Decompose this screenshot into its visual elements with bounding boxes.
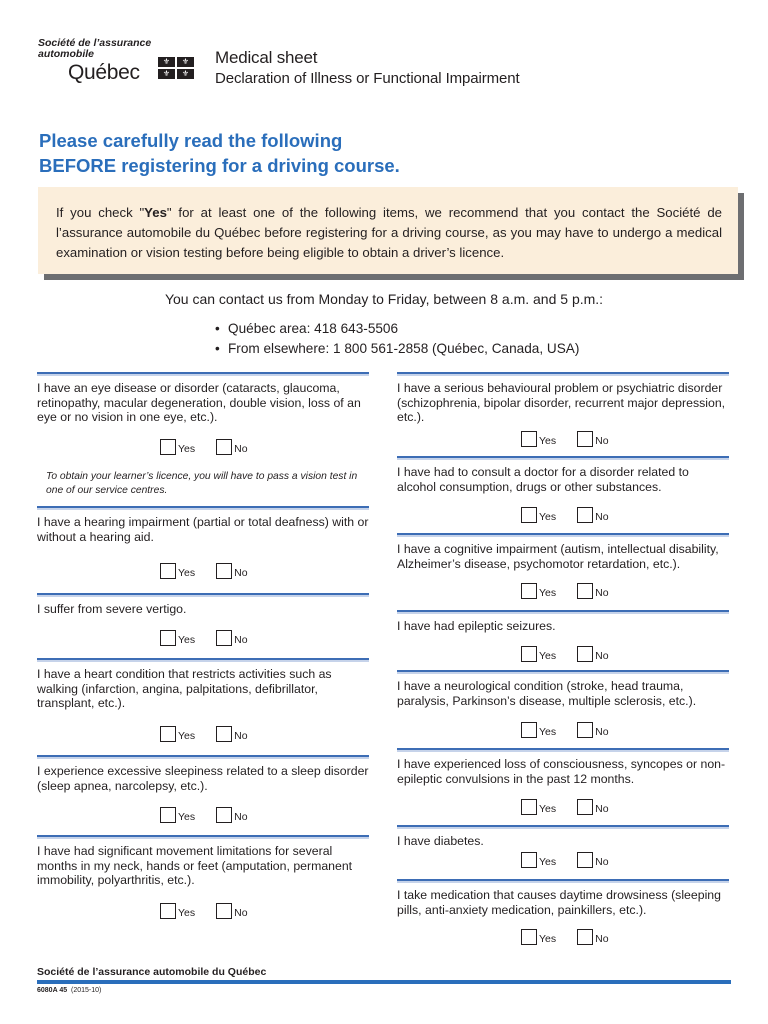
label-yes: Yes [539, 803, 557, 815]
checkbox-yes[interactable] [521, 929, 537, 945]
checkbox-no[interactable] [577, 799, 593, 815]
label-yes: Yes [539, 933, 557, 945]
question-divider [397, 879, 729, 883]
logo-quebec: Québec [68, 61, 140, 84]
question-divider [37, 593, 369, 597]
question-epileptic [397, 610, 729, 634]
checkbox-yes[interactable] [521, 431, 537, 447]
form-code [37, 987, 101, 994]
checkbox-no[interactable] [216, 726, 232, 742]
page-headline [39, 128, 400, 178]
question-divider [37, 372, 369, 376]
question-text: I have experienced loss of consciousness, syncopes or non-epileptic convulsions in the past 12 months. [397, 757, 726, 786]
label-no: No [234, 634, 248, 646]
label-yes: Yes [539, 511, 557, 523]
logo-org-line1: Société de l’assurance [38, 37, 152, 49]
question-neurological [397, 670, 729, 708]
form-number: 6080A 45 [37, 987, 68, 994]
checkbox-yes[interactable] [160, 807, 176, 823]
footer-divider [37, 980, 731, 984]
question-divider [397, 610, 729, 614]
document-title: Medical sheet [215, 48, 318, 67]
checkbox-no[interactable] [577, 646, 593, 662]
label-no: No [595, 650, 609, 662]
label-yes: Yes [539, 435, 557, 447]
checkbox-yes[interactable] [160, 630, 176, 646]
checkbox-no[interactable] [577, 929, 593, 945]
notice-box [38, 187, 738, 274]
label-no: No [595, 856, 609, 868]
checkbox-no[interactable] [216, 439, 232, 455]
question-text: I have had to consult a doctor for a disorder related to alcohol consumption, drugs or other substances. [397, 465, 689, 494]
question-text: I experience excessive sleepiness related to a sleep disorder (sleep apnea, narcolepsy, etc.). [37, 764, 369, 793]
contact-hours: You can contact us from Monday to Friday, between 8 a.m. and 5 p.m.: [164, 291, 604, 307]
document-title-block [215, 48, 520, 87]
question-divider [37, 658, 369, 662]
label-yes: Yes [539, 856, 557, 868]
question-text: I take medication that causes daytime drowsiness (sleeping pills, anti-anxiety medication, painkillers, etc.). [397, 888, 721, 917]
vision-test-note: To obtain your learner’s licence, you will have to pass a vision test in one of our service centres. [46, 471, 358, 496]
question-sleepiness [37, 755, 369, 793]
label-yes: Yes [178, 567, 196, 579]
question-text: I suffer from severe vertigo. [37, 602, 187, 616]
document-subtitle: Declaration of Illness or Functional Impairment [215, 70, 520, 87]
label-no: No [595, 511, 609, 523]
checkbox-no[interactable] [216, 630, 232, 646]
answer-epileptic [521, 644, 630, 662]
footer-organization: Société de l’assurance automobile du Québec [37, 966, 267, 978]
label-no: No [595, 587, 609, 599]
label-no: No [234, 811, 248, 823]
checkbox-yes[interactable] [521, 852, 537, 868]
label-yes: Yes [178, 634, 196, 646]
fleurdelise-flag-icon: ⚜ ⚜ ⚜ ⚜ [158, 57, 196, 81]
label-yes: Yes [178, 443, 196, 455]
question-divider [397, 748, 729, 752]
label-no: No [234, 730, 248, 742]
question-divider [397, 825, 729, 829]
checkbox-no[interactable] [216, 903, 232, 919]
answer-neurological [521, 720, 630, 738]
checkbox-no[interactable] [216, 807, 232, 823]
question-divider [397, 670, 729, 674]
label-yes: Yes [539, 650, 557, 662]
label-no: No [595, 803, 609, 815]
question-text: I have a hearing impairment (partial or total deafness) with or without a hearing aid. [37, 515, 369, 544]
question-divider [37, 506, 369, 510]
checkbox-yes[interactable] [160, 439, 176, 455]
question-text: I have an eye disease or disorder (cataracts, glaucoma, retinopathy, macular degeneration, double vision, loss of an eye or no vision in one eye, etc.). [37, 381, 361, 424]
answer-diabetes [521, 850, 630, 868]
notice-text-start: If you check " [56, 205, 145, 220]
checkbox-no[interactable] [577, 431, 593, 447]
form-date: (2015-10) [71, 987, 102, 994]
answer-cognitive [521, 581, 630, 599]
question-substances [397, 456, 729, 494]
answer-consciousness [521, 797, 630, 815]
answer-behavioural [521, 429, 630, 447]
answer-medication [521, 927, 630, 945]
question-vertigo [37, 593, 369, 617]
phone-quebec: • Québec area: 418 643-5506 [215, 319, 579, 339]
notice-text-end: " for at least one of the following items, we recommend that you contact the Société de l’assurance automobile du Québec before registering for a driving course, as you may have to undergo a medical examination or vision testing before being eligible to obtain a driver’s licence. [56, 205, 722, 260]
label-no: No [595, 435, 609, 447]
label-yes: Yes [178, 907, 196, 919]
label-yes: Yes [539, 726, 557, 738]
question-text: I have a neurological condition (stroke, head trauma, paralysis, Parkinson’s disease, multiple sclerosis, etc.). [397, 679, 697, 708]
checkbox-yes[interactable] [521, 799, 537, 815]
label-no: No [595, 726, 609, 738]
answer-movement [160, 901, 269, 919]
answer-vertigo [160, 628, 269, 646]
checkbox-yes[interactable] [160, 563, 176, 579]
vision-test-note-block [37, 470, 369, 498]
question-cognitive [397, 533, 729, 571]
checkbox-no[interactable] [577, 507, 593, 523]
notice-yes-emphasis: Yes [144, 205, 167, 220]
logo-org-line2: automobile [38, 48, 95, 60]
label-no: No [234, 907, 248, 919]
saaq-logo [38, 38, 198, 88]
checkbox-yes[interactable] [521, 583, 537, 599]
question-diabetes [397, 825, 729, 849]
headline-line-1: Please carefully read the following [39, 130, 343, 151]
label-no: No [234, 443, 248, 455]
phone-list [215, 319, 579, 359]
question-text: I have a heart condition that restricts activities such as walking (infarction, angina, palpitations, defibrillator, transplant, etc.). [37, 667, 332, 710]
checkbox-no[interactable] [216, 563, 232, 579]
checkbox-yes[interactable] [521, 646, 537, 662]
label-yes: Yes [178, 730, 196, 742]
answer-hearing [160, 561, 269, 579]
phone-elsewhere: • From elsewhere: 1 800 561-2858 (Québec, Canada, USA) [215, 339, 579, 359]
checkbox-no[interactable] [577, 852, 593, 868]
headline-line-2: BEFORE registering for a driving course. [39, 155, 400, 176]
answer-eye-disease [160, 437, 269, 455]
question-heart [37, 658, 369, 711]
question-divider [397, 372, 729, 376]
label-yes: Yes [178, 811, 196, 823]
answer-substances [521, 505, 630, 523]
question-text: I have diabetes. [397, 834, 484, 848]
checkbox-yes[interactable] [160, 726, 176, 742]
question-text: I have a cognitive impairment (autism, intellectual disability, Alzheimer’s disease, psychomotor retardation, etc.). [397, 542, 719, 571]
label-no: No [234, 567, 248, 579]
label-yes: Yes [539, 587, 557, 599]
checkbox-yes[interactable] [521, 722, 537, 738]
checkbox-no[interactable] [577, 722, 593, 738]
question-behavioural [397, 372, 729, 425]
answer-sleepiness [160, 805, 269, 823]
question-divider [397, 533, 729, 537]
checkbox-yes[interactable] [521, 507, 537, 523]
question-eye-disease [37, 372, 369, 425]
checkbox-yes[interactable] [160, 903, 176, 919]
question-text: I have had significant movement limitations for several months in my neck, hands or feet (amputation, permanent immobility, polyarthritis, etc.). [37, 844, 353, 887]
question-divider [37, 755, 369, 759]
answer-heart [160, 724, 269, 742]
question-divider [37, 835, 369, 839]
question-text: I have had epileptic seizures. [397, 619, 556, 633]
question-consciousness [397, 748, 729, 786]
question-medication [397, 879, 729, 917]
question-text: I have a serious behavioural problem or psychiatric disorder (schizophrenia, bipolar disorder, recurrent major depression, etc.). [397, 381, 726, 424]
label-no: No [595, 933, 609, 945]
question-movement [37, 835, 369, 888]
checkbox-no[interactable] [577, 583, 593, 599]
question-divider [397, 456, 729, 460]
question-hearing [37, 506, 369, 544]
